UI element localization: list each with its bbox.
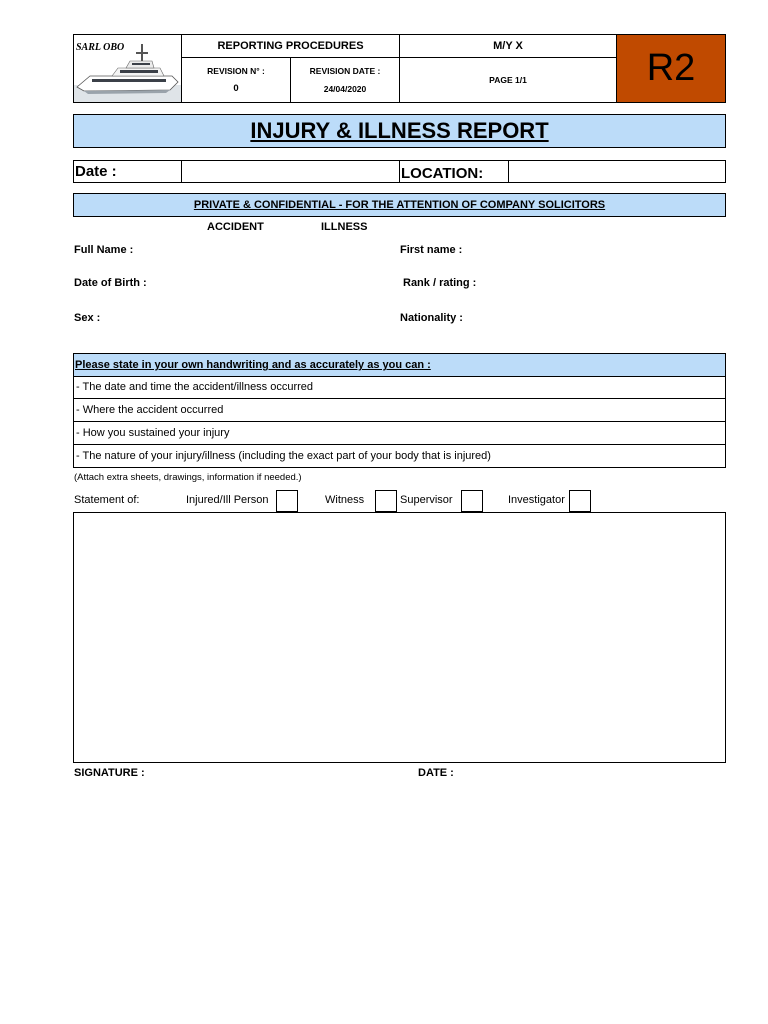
- company-name: SARL OBO: [76, 42, 125, 53]
- procedures-text: REPORTING PROCEDURES: [217, 40, 364, 52]
- instruction-item: - Where the accident occurred: [73, 399, 726, 422]
- instructions-heading-text: Please state in your own handwriting and as accurately as you can :: [75, 359, 431, 371]
- revision-date-value: 24/04/2020: [323, 84, 367, 94]
- instructions-heading: [73, 353, 726, 377]
- checkbox-witness[interactable]: [375, 490, 397, 512]
- page-number: [399, 57, 617, 103]
- signature-label: SIGNATURE :: [74, 767, 145, 779]
- report-title-bar: [73, 114, 726, 148]
- checkbox-supervisor[interactable]: [461, 490, 483, 512]
- statement-option-investigator: Investigator: [508, 494, 565, 506]
- instruction-item: - The date and time the accident/illness occurred: [73, 376, 726, 399]
- dob-label: Date of Birth :: [74, 277, 147, 289]
- document-code: R2: [646, 47, 696, 89]
- location-label: LOCATION:: [401, 165, 484, 182]
- footer-date-label: DATE :: [418, 767, 454, 779]
- vessel-text: M/Y X: [493, 40, 523, 52]
- date-input[interactable]: [181, 160, 400, 183]
- first-name-label: First name :: [400, 244, 463, 256]
- full-name-label: Full Name :: [74, 244, 134, 256]
- nationality-label: Nationality :: [400, 312, 463, 324]
- location-input[interactable]: [508, 160, 726, 183]
- revision-no-cell: [181, 57, 291, 103]
- yacht-icon: [74, 35, 181, 102]
- statement-option-witness: Witness: [325, 494, 365, 506]
- procedures-title: [181, 34, 400, 58]
- revision-date-cell: [290, 57, 400, 103]
- attach-note: (Attach extra sheets, drawings, information if needed.): [74, 472, 302, 483]
- date-label-cell: [73, 160, 182, 183]
- option-accident[interactable]: ACCIDENT: [207, 221, 264, 233]
- statement-option-injured: Injured/Ill Person: [186, 494, 269, 506]
- date-label: Date :: [75, 163, 117, 180]
- instruction-item: - How you sustained your injury: [73, 422, 726, 445]
- company-logo: [73, 34, 182, 103]
- revision-no-label: REVISION N° :: [207, 65, 265, 76]
- document-code-badge: [616, 34, 726, 103]
- revision-no-value: 0: [233, 83, 239, 95]
- checkbox-investigator[interactable]: [569, 490, 591, 512]
- confidential-banner: [73, 193, 726, 217]
- report-title: INJURY & ILLNESS REPORT: [250, 118, 549, 143]
- statement-textarea[interactable]: [73, 512, 726, 763]
- statement-option-supervisor: Supervisor: [400, 494, 453, 506]
- page-text: PAGE 1/1: [489, 75, 527, 85]
- vessel-name: [399, 34, 617, 58]
- sex-label: Sex :: [74, 312, 101, 324]
- instruction-item: - The nature of your injury/illness (including the exact part of your body that is injured): [73, 445, 726, 468]
- option-illness[interactable]: ILLNESS: [321, 221, 368, 233]
- revision-date-label: REVISION DATE :: [309, 66, 381, 76]
- statement-label: Statement of:: [74, 494, 140, 506]
- rank-label: Rank / rating :: [403, 277, 477, 289]
- location-label-cell: [399, 160, 509, 183]
- checkbox-injured[interactable]: [276, 490, 298, 512]
- confidential-text: PRIVATE & CONFIDENTIAL - FOR THE ATTENTION OF COMPANY SOLICITORS: [193, 199, 606, 211]
